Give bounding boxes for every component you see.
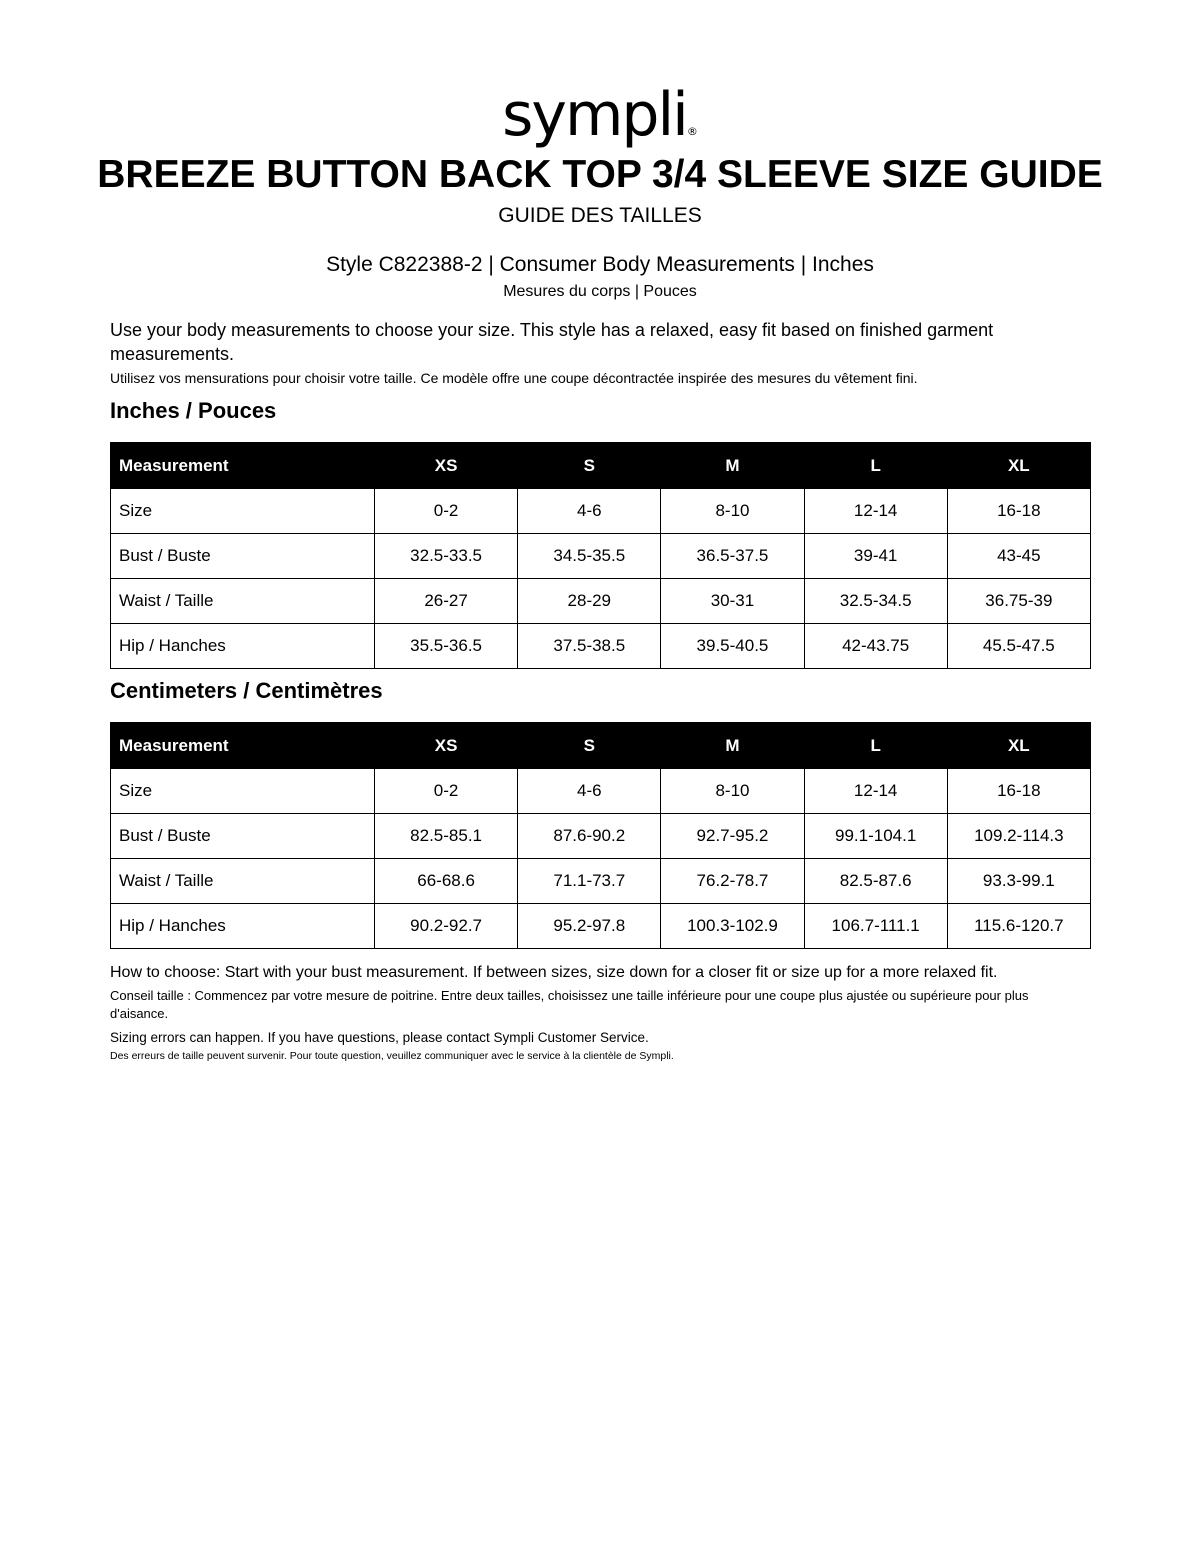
table-cell: 35.5-36.5 [375,624,518,669]
table-row [111,489,1091,534]
table-row [111,814,1091,859]
table-cell: 42-43.75 [804,624,947,669]
table-row [111,904,1091,949]
table-cell: 0-2 [375,769,518,814]
column-header: S [518,723,661,769]
table-cell: 90.2-92.7 [375,904,518,949]
table-row [111,579,1091,624]
table-cell: 92.7-95.2 [661,814,804,859]
centimeters-table [110,722,1091,949]
how-to-choose-note: How to choose: Start with your bust measurement. If between sizes, size down for a closer fit or size up for a more relaxed fit. [110,964,998,981]
centimeters-heading: Centimeters / Centimètres [110,678,383,703]
column-header: M [661,443,804,489]
table-cell: 87.6-90.2 [518,814,661,859]
table-cell: 16-18 [947,769,1090,814]
table-cell: 0-2 [375,489,518,534]
table-cell: 95.2-97.8 [518,904,661,949]
intro-text: Use your body measurements to choose your size. This style has a relaxed, easy fit based on finished garment measurements. [110,320,994,364]
table-cell: 82.5-87.6 [804,859,947,904]
inches-heading: Inches / Pouces [110,398,277,423]
row-label: Hip / Hanches [111,624,375,669]
column-header: L [804,723,947,769]
table-cell: 32.5-33.5 [375,534,518,579]
table-cell: 93.3-99.1 [947,859,1090,904]
how-to-choose-note-fr: Conseil taille : Commencez par votre mesure de poitrine. Entre deux tailles, choisissez une taille inférieure pour une coupe plus ajustée ou supérieure pour plus d'aisance. [110,988,1029,1021]
table-cell: 12-14 [804,769,947,814]
logo-text: sympli [502,80,687,150]
style-line-fr: Mesures du corps | Pouces [503,283,697,300]
table-cell: 32.5-34.5 [804,579,947,624]
table-cell: 71.1-73.7 [518,859,661,904]
table-cell: 28-29 [518,579,661,624]
table-header-row [111,723,1091,769]
page-title: BREEZE BUTTON BACK TOP 3/4 SLEEVE SIZE GUIDE [97,153,1103,196]
table-cell: 37.5-38.5 [518,624,661,669]
table-cell: 12-14 [804,489,947,534]
row-label: Bust / Buste [111,534,375,579]
table-cell: 66-68.6 [375,859,518,904]
table-cell: 45.5-47.5 [947,624,1090,669]
column-header: Measurement [111,723,375,769]
column-header: L [804,443,947,489]
registered-mark: ® [686,125,698,138]
sizing-errors-note-fr: Des erreurs de taille peuvent survenir. Pour toute question, veuillez communiquer avec le service à la clientèle de Sympli. [110,1050,674,1062]
table-row [111,769,1091,814]
column-header: S [518,443,661,489]
table-cell: 16-18 [947,489,1090,534]
table-row [111,859,1091,904]
table-header-row [111,443,1091,489]
table-cell: 76.2-78.7 [661,859,804,904]
inches-table [110,442,1091,669]
table-cell: 34.5-35.5 [518,534,661,579]
table-cell: 36.5-37.5 [661,534,804,579]
table-row [111,624,1091,669]
table-cell: 8-10 [661,489,804,534]
table-cell: 26-27 [375,579,518,624]
row-label: Hip / Hanches [111,904,375,949]
row-label: Waist / Taille [111,859,375,904]
table-cell: 43-45 [947,534,1090,579]
column-header: XL [947,723,1090,769]
row-label: Bust / Buste [111,814,375,859]
table-row [111,534,1091,579]
table-cell: 39.5-40.5 [661,624,804,669]
sizing-errors-note: Sizing errors can happen. If you have questions, please contact Sympli Customer Service. [110,1030,649,1045]
column-header: M [661,723,804,769]
table-cell: 8-10 [661,769,804,814]
table-cell: 109.2-114.3 [947,814,1090,859]
page-title-fr: GUIDE DES TAILLES [498,204,702,227]
row-label: Size [111,769,375,814]
table-cell: 39-41 [804,534,947,579]
table-cell: 106.7-111.1 [804,904,947,949]
table-cell: 100.3-102.9 [661,904,804,949]
column-header: XS [375,723,518,769]
column-header: XS [375,443,518,489]
row-label: Size [111,489,375,534]
table-cell: 82.5-85.1 [375,814,518,859]
table-cell: 36.75-39 [947,579,1090,624]
intro-text-fr: Utilisez vos mensurations pour choisir votre taille. Ce modèle offre une coupe décontractée inspirée des mesures du vêtement fini. [110,370,918,386]
table-cell: 30-31 [661,579,804,624]
table-cell: 4-6 [518,769,661,814]
column-header: Measurement [111,443,375,489]
table-cell: 115.6-120.7 [947,904,1090,949]
row-label: Waist / Taille [111,579,375,624]
style-line: Style C822388-2 | Consumer Body Measurements | Inches [326,253,874,276]
table-cell: 99.1-104.1 [804,814,947,859]
column-header: XL [947,443,1090,489]
table-cell: 4-6 [518,489,661,534]
